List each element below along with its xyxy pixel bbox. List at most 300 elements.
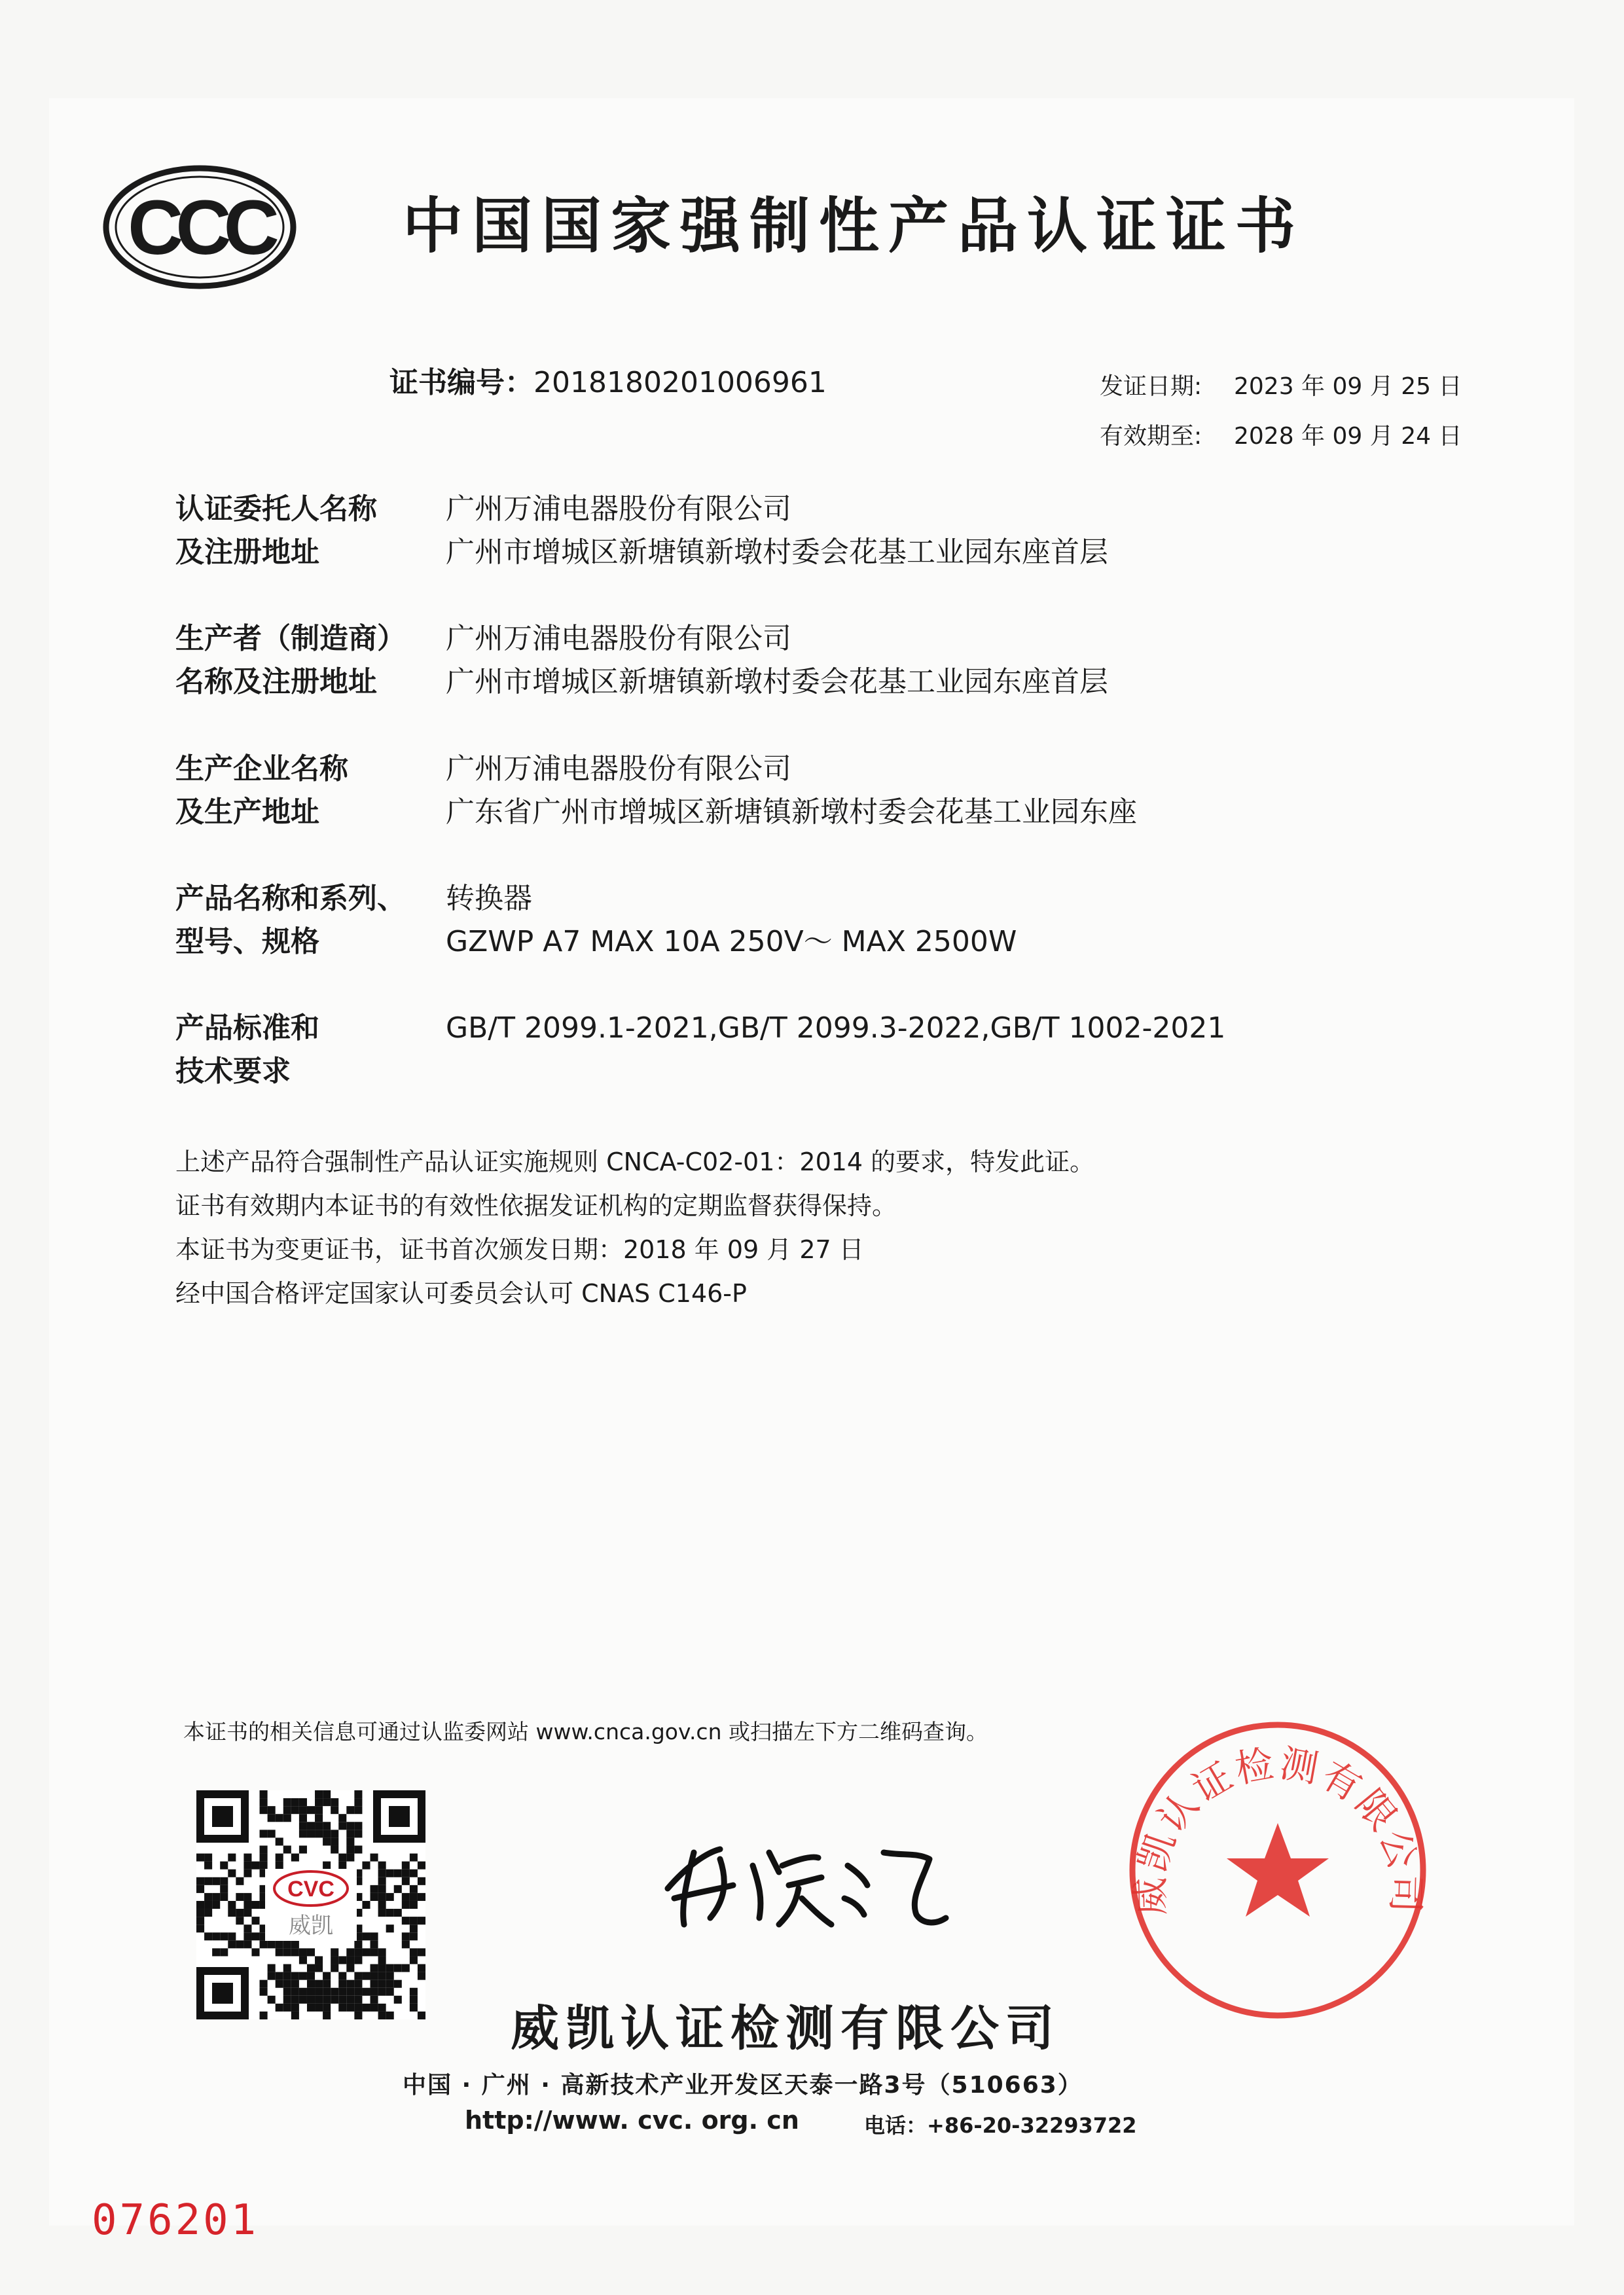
qr-module	[410, 2004, 418, 2012]
qr-module	[394, 1885, 402, 1893]
qr-module	[260, 2012, 268, 2019]
qr-module	[346, 1806, 354, 1814]
qr-module	[244, 1901, 251, 1909]
qr-cvc-text: CVC	[287, 1877, 334, 1902]
ccc-logo-icon	[101, 164, 298, 291]
qr-module	[338, 1996, 346, 2004]
qr-module	[378, 1988, 386, 1996]
qr-module	[251, 1901, 259, 1909]
qr-module	[323, 1972, 331, 1980]
qr-module	[331, 1806, 338, 1814]
qr-module	[307, 1988, 315, 1996]
qr-module	[228, 1940, 236, 1948]
qr-module	[354, 1980, 362, 1988]
qr-module	[283, 1988, 291, 1996]
qr-module	[323, 1988, 331, 1996]
qr-module	[299, 1845, 307, 1853]
qr-module	[204, 1854, 212, 1862]
qr-module	[362, 1948, 370, 1956]
qr-module	[418, 1972, 425, 1980]
qr-module	[346, 1956, 354, 1964]
qr-module	[315, 1798, 323, 1806]
qr-module	[331, 1956, 338, 1964]
qr-module	[354, 1996, 362, 2004]
qr-module	[299, 1822, 307, 1830]
qr-module	[338, 2004, 346, 2012]
qr-module	[220, 1932, 228, 1940]
issue-date-label: 发证日期:	[1100, 373, 1202, 400]
signature	[648, 1826, 956, 1944]
qr-module	[410, 1925, 418, 1932]
qr-module	[370, 1854, 378, 1862]
qr-module	[276, 1837, 283, 1845]
qr-module	[276, 2004, 283, 2012]
certificate-number	[389, 359, 827, 401]
qr-module	[196, 1925, 204, 1932]
qr-module	[260, 1790, 268, 1798]
field-label: 产品标准和 技术要求	[175, 1011, 319, 1088]
issuer-name: 威凯认证检测有限公司	[511, 2000, 1060, 2057]
qr-module	[394, 1870, 402, 1877]
qr-module	[410, 1885, 418, 1893]
qr-sub-text: 威凯	[289, 1913, 333, 1939]
qr-module	[338, 1980, 346, 1988]
qr-module	[386, 2012, 394, 2019]
qr-module	[354, 1790, 362, 1798]
qr-module	[307, 1822, 315, 1830]
qr-module	[283, 2004, 291, 2012]
qr-module	[251, 1917, 259, 1925]
qr-module	[410, 1948, 418, 1956]
qr-module	[260, 1854, 268, 1862]
qr-module	[331, 1837, 338, 1845]
qr-module	[228, 1870, 236, 1877]
qr-module	[402, 1901, 410, 1909]
qr-module	[410, 1893, 418, 1901]
qr-module	[291, 2004, 299, 2012]
qr-module	[370, 1948, 378, 1956]
qr-module	[410, 1956, 418, 1964]
ccc-logo-text: CCC	[128, 185, 272, 271]
certificate-notes	[175, 1140, 1094, 1316]
qr-module	[354, 1988, 362, 1996]
field-label: 生产企业名称 及生产地址	[175, 752, 348, 829]
qr-module	[418, 1964, 425, 1972]
qr-module	[236, 1893, 244, 1901]
qr-module	[410, 1917, 418, 1925]
qr-module	[276, 1940, 283, 1948]
qr-module	[378, 1972, 386, 1980]
qr-module	[244, 1893, 251, 1901]
qr-module	[291, 1996, 299, 2004]
qr-module	[402, 1940, 410, 1948]
qr-module	[244, 1854, 251, 1862]
qr-module	[315, 1964, 323, 1972]
expiry-date-label: 有效期至:	[1100, 423, 1202, 450]
qr-module	[196, 1901, 204, 1909]
qr-module	[236, 1917, 244, 1925]
qr-module	[236, 1940, 244, 1948]
query-note: 本证书的相关信息可通过认监委网站 www.cnca.gov.cn 或扫描左下方二维码查询。	[183, 1719, 988, 1744]
qr-module	[315, 1988, 323, 1996]
qr-module	[394, 1964, 402, 1972]
qr-module	[370, 1996, 378, 2004]
qr-module	[323, 1798, 331, 1806]
qr-module	[251, 1932, 259, 1940]
qr-module	[378, 2012, 386, 2019]
qr-module	[418, 1917, 425, 1925]
qr-module	[236, 1909, 244, 1917]
qr-module	[338, 1862, 346, 1870]
qr-module	[402, 1917, 410, 1925]
field-label: 认证委托人名称 及注册地址	[175, 492, 377, 569]
qr-module	[260, 1806, 268, 1814]
qr-module	[268, 1972, 276, 1980]
qr-module	[244, 1870, 251, 1877]
qr-module	[228, 1932, 236, 1940]
issuer-website[interactable]: http://www. cvc. org. cn	[465, 2106, 799, 2135]
qr-module	[268, 1940, 276, 1948]
serial-number: 076201	[92, 2196, 259, 2245]
qr-module	[323, 1790, 331, 1798]
qr-module	[378, 1901, 386, 1909]
qr-module	[418, 1862, 425, 1870]
field-value: GB/T 2099.1-2021,GB/T 2099.3-2022,GB/T 1002-2021	[446, 1011, 1226, 1045]
qr-module	[378, 1862, 386, 1870]
qr-module	[362, 1862, 370, 1870]
qr-module	[268, 1996, 276, 2004]
qr-module	[378, 1956, 386, 1964]
qr-module	[331, 1988, 338, 1996]
qr-module	[331, 1948, 338, 1956]
qr-module	[394, 1996, 402, 2004]
qr-module	[354, 2004, 362, 2012]
qr-module	[291, 1988, 299, 1996]
qr-module	[220, 1862, 228, 1870]
qr-module	[212, 1948, 220, 1956]
qr-module	[307, 1972, 315, 1980]
qr-module	[323, 1996, 331, 2004]
field-value: 广州万浦电器股份有限公司 广州市增城区新塘镇新墩村委会花基工业园东座首层	[446, 622, 1108, 698]
qr-module	[299, 1956, 307, 1964]
qr-module	[268, 1830, 276, 1837]
qr-module	[283, 1814, 291, 1822]
qr-module	[299, 1798, 307, 1806]
qr-module	[331, 1830, 338, 1837]
qr-module	[291, 1940, 299, 1948]
qr-module	[315, 1996, 323, 2004]
qr-module	[378, 1870, 386, 1877]
qr-module	[410, 1996, 418, 2004]
qr-module	[386, 1988, 394, 1996]
qr-module	[283, 1940, 291, 1948]
issuer-phone: 电话：+86-20-32293722	[864, 2113, 1137, 2138]
qr-module	[228, 1909, 236, 1917]
qr-module	[362, 2004, 370, 2012]
qr-module	[315, 2004, 323, 2012]
qr-module	[402, 1877, 410, 1885]
qr-module	[323, 1822, 331, 1830]
qr-module	[228, 1901, 236, 1909]
qr-module	[307, 1980, 315, 1988]
qr-module	[418, 1877, 425, 1885]
qr-module	[291, 1798, 299, 1806]
qr-module	[307, 1948, 315, 1956]
qr-module	[346, 1948, 354, 1956]
qr-module	[378, 1877, 386, 1885]
qr-module	[338, 1988, 346, 1996]
qr-module	[354, 1972, 362, 1980]
qr-module	[204, 1901, 212, 1909]
qr-module	[244, 1862, 251, 1870]
qr-module	[244, 1909, 251, 1917]
qr-module	[299, 1996, 307, 2004]
qr-module	[346, 1980, 354, 1988]
qr-module	[260, 1940, 268, 1948]
qr-module	[346, 1822, 354, 1830]
qr-module	[354, 2012, 362, 2019]
qr-module	[323, 1830, 331, 1837]
field-value: 广州万浦电器股份有限公司 广东省广州市增城区新塘镇新墩村委会花基工业园东座	[446, 752, 1137, 829]
qr-module	[315, 1806, 323, 1814]
seal-text: 威凯认证检测有限公司	[1127, 1741, 1429, 1916]
qr-module	[283, 1996, 291, 2004]
qr-module	[378, 1980, 386, 1988]
qr-module	[251, 1948, 259, 1956]
qr-module	[418, 1893, 425, 1901]
qr-module	[260, 1798, 268, 1806]
qr-module	[291, 1854, 299, 1862]
qr-module	[283, 1845, 291, 1853]
qr-module	[370, 2004, 378, 2012]
qr-module	[386, 1925, 394, 1932]
qr-module	[315, 1814, 323, 1822]
qr-module	[291, 1980, 299, 1988]
qr-module	[283, 1972, 291, 1980]
qr-module	[386, 1909, 394, 1917]
qr-module	[204, 1893, 212, 1901]
qr-module	[236, 1877, 244, 1885]
qr-module	[338, 1956, 346, 1964]
qr-module	[212, 1877, 220, 1885]
qr-module	[260, 1830, 268, 1837]
qr-module	[276, 1948, 283, 1956]
qr-module	[283, 1806, 291, 1814]
qr-module	[354, 1845, 362, 1853]
qr-module	[268, 1806, 276, 1814]
qr-module	[338, 1822, 346, 1830]
qr-module	[362, 1988, 370, 1996]
qr-module	[338, 1814, 346, 1822]
qr-module	[370, 1940, 378, 1948]
qr-module	[260, 1980, 268, 1988]
qr-module	[220, 1877, 228, 1885]
field-value: 转换器 GZWP A7 MAX 10A 250V～ MAX 2500W	[446, 882, 1017, 958]
qr-module	[386, 1972, 394, 1980]
qr-module	[268, 1964, 276, 1972]
note-line: 本证书为变更证书，证书首次颁发日期：2018 年 09 月 27 日	[175, 1235, 864, 1264]
qr-module	[204, 1932, 212, 1940]
qr-module	[402, 1932, 410, 1940]
qr-module	[370, 1988, 378, 1996]
qr-module	[299, 1806, 307, 1814]
qr-module	[354, 1830, 362, 1837]
page-title: 中国国家强制性产品认证证书	[403, 191, 1305, 261]
qr-module	[323, 2012, 331, 2019]
qr-module	[410, 1932, 418, 1940]
qr-module	[283, 1948, 291, 1956]
qr-module	[276, 1854, 283, 1862]
qr-module	[370, 1932, 378, 1940]
qr-module	[378, 1948, 386, 1956]
qr-module	[354, 1956, 362, 1964]
qr-module	[378, 1893, 386, 1901]
qr-module	[220, 1885, 228, 1893]
field-value: 广州万浦电器股份有限公司 广州市增城区新塘镇新墩村委会花基工业园东座首层	[446, 492, 1108, 569]
qr-module	[291, 1806, 299, 1814]
qr-module	[212, 1893, 220, 1901]
qr-module	[362, 1972, 370, 1980]
qr-module	[331, 1996, 338, 2004]
qr-module	[418, 1948, 425, 1956]
qr-module	[338, 1972, 346, 1980]
field-label: 生产者（制造商） 名称及注册地址	[175, 622, 406, 698]
qr-module	[378, 1885, 386, 1893]
qr-module	[354, 1806, 362, 1814]
star-icon	[1227, 1823, 1329, 1917]
qr-module	[331, 1964, 338, 1972]
qr-module	[346, 1988, 354, 1996]
qr-module	[410, 1854, 418, 1862]
certificate-number-value: 2018180201006961	[533, 366, 827, 399]
qr-module	[307, 1996, 315, 2004]
qr-module	[196, 1917, 204, 1925]
qr-module	[315, 1790, 323, 1798]
note-line: 经中国合格评定国家认可委员会认可 CNAS C146-P	[175, 1279, 747, 1308]
qr-module	[220, 1893, 228, 1901]
qr-module	[378, 1909, 386, 1917]
qr-module	[386, 1980, 394, 1988]
qr-module	[386, 1870, 394, 1877]
qr-module	[378, 2004, 386, 2012]
qr-module	[204, 1862, 212, 1870]
qr-module	[276, 1980, 283, 1988]
qr-module	[299, 1948, 307, 1956]
qr-module	[299, 1972, 307, 1980]
note-line: 证书有效期内本证书的有效性依据发证机构的定期监督获得保持。	[175, 1191, 897, 1220]
qr-module	[346, 1830, 354, 1837]
qr-module	[212, 1901, 220, 1909]
qr-module	[370, 1964, 378, 1972]
qr-module	[323, 1862, 331, 1870]
qr-module	[299, 1814, 307, 1822]
qr-module	[402, 1964, 410, 1972]
qr-module	[220, 1948, 228, 1956]
qr-module	[370, 1893, 378, 1901]
qr-module	[291, 1972, 299, 1980]
qr-module	[291, 1948, 299, 1956]
certificate-dates	[1100, 362, 1462, 461]
qr-module	[354, 1822, 362, 1830]
qr-module	[354, 1940, 362, 1948]
qr-module	[346, 1996, 354, 2004]
qr-module	[346, 1837, 354, 1845]
qr-module	[283, 1964, 291, 1972]
qr-module	[260, 1845, 268, 1853]
qr-module	[283, 1798, 291, 1806]
qr-module	[410, 1988, 418, 1996]
qr-module	[276, 1972, 283, 1980]
certificate-number-label: 证书编号：	[389, 366, 533, 399]
qr-module	[276, 1814, 283, 1822]
qr-module	[307, 2004, 315, 2012]
qr-module	[307, 1806, 315, 1814]
qr-module	[228, 1854, 236, 1862]
qr-module	[196, 1877, 204, 1885]
qr-module	[283, 1980, 291, 1988]
qr-module	[394, 1980, 402, 1988]
qr-module	[268, 1814, 276, 1822]
qr-module	[291, 2012, 299, 2019]
qr-module	[386, 1964, 394, 1972]
qr-module	[370, 1972, 378, 1980]
note-line: 上述产品符合强制性产品认证实施规则 CNCA-C02-01：2014 的要求，特发此证。	[175, 1148, 1095, 1176]
qr-module	[244, 1940, 251, 1948]
qr-module	[212, 1932, 220, 1940]
company-seal	[1126, 1718, 1430, 2023]
qr-module	[323, 1980, 331, 1988]
qr-module	[276, 1862, 283, 1870]
qr-module	[402, 1862, 410, 1870]
qr-module	[362, 1901, 370, 1909]
qr-module	[307, 1964, 315, 1972]
issuer-address: 中国 · 广州 · 高新技术产业开发区天泰一路3号（510663）	[403, 2072, 1083, 2099]
qr-module	[331, 1798, 338, 1806]
qr-module	[307, 1830, 315, 1837]
qr-module	[402, 1893, 410, 1901]
qr-module	[260, 1988, 268, 1996]
qr-module	[394, 1909, 402, 1917]
qr-module	[315, 1830, 323, 1837]
expiry-date-value: 2028 年 09 月 24 日	[1234, 423, 1462, 450]
qr-module	[196, 1885, 204, 1893]
qr-code[interactable]	[196, 1790, 425, 2019]
qr-module	[410, 1901, 418, 1909]
qr-module	[386, 1893, 394, 1901]
qr-module	[260, 1862, 268, 1870]
qr-module	[323, 2004, 331, 2012]
qr-module	[315, 1980, 323, 1988]
qr-module	[315, 1822, 323, 1830]
qr-module	[204, 1877, 212, 1885]
qr-module	[204, 1909, 212, 1917]
qr-module	[251, 1862, 259, 1870]
qr-module	[315, 1956, 323, 1964]
qr-module	[378, 1964, 386, 1972]
qr-module	[299, 1830, 307, 1837]
qr-module	[354, 1948, 362, 1956]
qr-module	[244, 1925, 251, 1932]
qr-module	[346, 1964, 354, 1972]
qr-module	[370, 1885, 378, 1893]
qr-module	[362, 1932, 370, 1940]
qr-module	[323, 1837, 331, 1845]
qr-module	[196, 1909, 204, 1917]
qr-module	[402, 1870, 410, 1877]
qr-module	[331, 1845, 338, 1853]
qr-module	[338, 1854, 346, 1862]
qr-module	[370, 1980, 378, 1988]
